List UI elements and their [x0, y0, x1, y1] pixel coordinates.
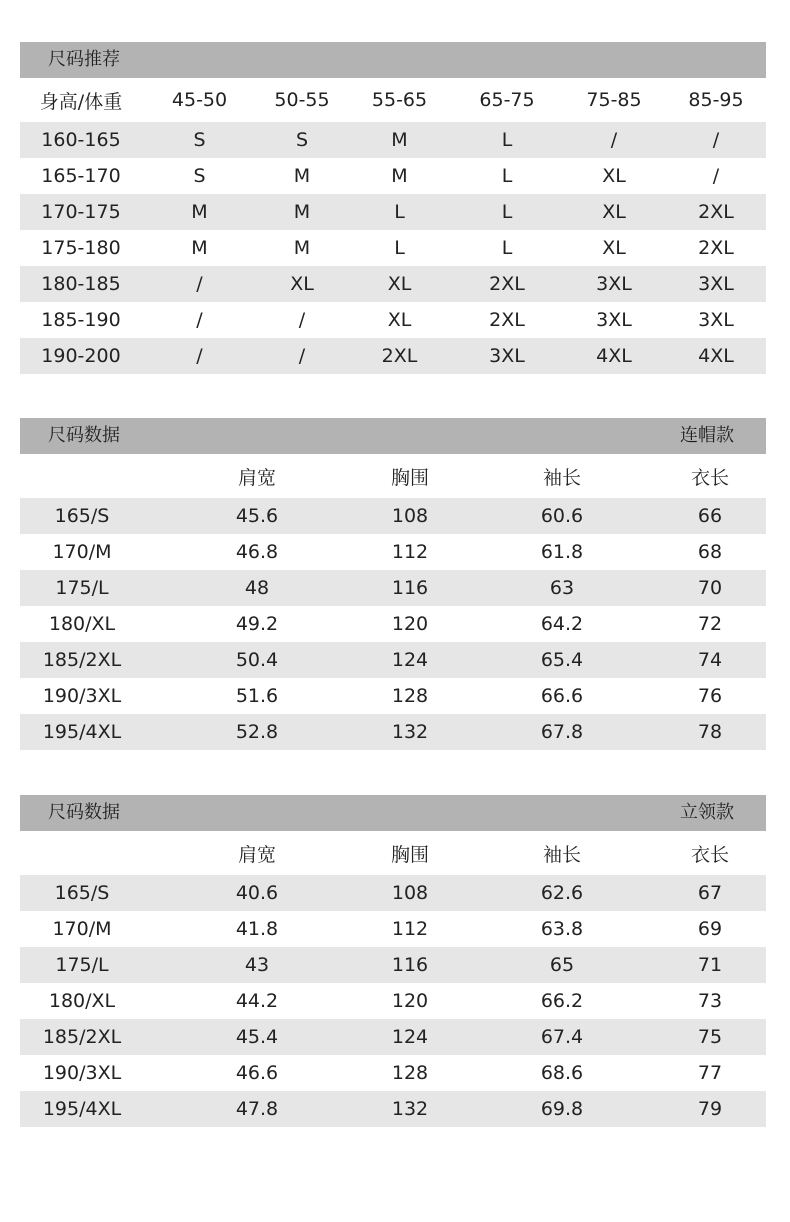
table-cell: 67 — [697, 882, 723, 904]
table-cell: 116 — [391, 577, 429, 599]
stand-collar-title: 尺码数据 — [48, 802, 120, 823]
table-cell: 73 — [697, 990, 723, 1012]
table-cell: 108 — [391, 505, 429, 527]
table-cell: 170/M — [52, 541, 112, 563]
header-cell: 75-85 — [586, 89, 642, 111]
stand-collar-title-bar — [20, 795, 766, 831]
size-recommendation-title: 尺码推荐 — [48, 49, 120, 70]
table-cell: 170/M — [52, 918, 112, 940]
hooded-size-data-table — [20, 418, 766, 750]
table-cell: 3XL — [596, 309, 632, 331]
header-cell: 85-95 — [688, 89, 744, 111]
table-cell: 120 — [391, 613, 429, 635]
table-row — [20, 911, 766, 947]
table-cell: 165-170 — [41, 165, 121, 187]
header-cell: 胸围 — [390, 466, 429, 489]
table-cell: 65 — [549, 954, 575, 976]
table-row — [20, 122, 766, 158]
table-cell: 175/L — [55, 577, 109, 599]
table-cell: 180/XL — [48, 990, 116, 1012]
table-cell: L — [501, 201, 513, 223]
table-cell: 124 — [391, 1026, 429, 1048]
table-cell: / — [196, 345, 203, 367]
table-cell: 2XL — [698, 237, 734, 259]
table-cell: L — [394, 201, 405, 223]
table-cell: M — [391, 165, 408, 187]
table-row — [20, 1055, 766, 1091]
table-cell: 74 — [697, 649, 723, 671]
table-cell: 40.6 — [235, 882, 279, 904]
table-cell: 2XL — [489, 309, 525, 331]
table-cell: 49.2 — [235, 613, 279, 635]
table-cell: XL — [602, 165, 626, 187]
table-row — [20, 266, 766, 302]
table-cell: 190/3XL — [42, 1062, 122, 1084]
table-cell: 116 — [391, 954, 429, 976]
table-row — [20, 230, 766, 266]
table-cell: 78 — [697, 721, 723, 743]
hooded-title-bar — [20, 418, 766, 454]
table-cell: XL — [602, 201, 626, 223]
table-cell: 170-175 — [41, 201, 121, 223]
table-cell: 3XL — [489, 345, 525, 367]
stand-collar-size-data-table — [20, 795, 766, 1127]
table-cell: 60.6 — [540, 505, 584, 527]
table-cell: S — [295, 129, 309, 151]
table-cell: 65.4 — [540, 649, 584, 671]
table-cell: 72 — [697, 613, 723, 635]
table-cell: 180-185 — [41, 273, 121, 295]
table-cell: L — [501, 129, 513, 151]
header-cell: 胸围 — [390, 843, 429, 866]
table-cell: 128 — [391, 1062, 429, 1084]
table-cell: 51.6 — [235, 685, 279, 707]
table-cell: 112 — [391, 541, 429, 563]
table-cell: 180/XL — [48, 613, 116, 635]
table-row — [20, 1091, 766, 1127]
table-cell: 185/2XL — [42, 1026, 122, 1048]
table-cell: L — [394, 237, 405, 259]
table-cell: 185/2XL — [42, 649, 122, 671]
hooded-style-label: 连帽款 — [680, 425, 734, 446]
header-cell: 肩宽 — [237, 466, 276, 489]
table-cell: 48 — [244, 577, 270, 599]
table-cell: M — [293, 201, 311, 223]
table-cell: 46.8 — [235, 541, 279, 563]
table-cell: 4XL — [596, 345, 632, 367]
table-cell: 68.6 — [540, 1062, 584, 1084]
table-row — [20, 534, 766, 570]
table-row — [20, 194, 766, 230]
table-row — [20, 338, 766, 374]
table-cell: 63.8 — [540, 918, 584, 940]
table-cell: 62.6 — [540, 882, 584, 904]
table-cell: 46.6 — [235, 1062, 279, 1084]
table-row — [20, 983, 766, 1019]
table-cell: 4XL — [698, 345, 734, 367]
table-cell: XL — [387, 273, 412, 295]
stand-collar-style-label: 立领款 — [680, 802, 734, 823]
header-cell: 身高/体重 — [39, 90, 123, 113]
header-cell: 袖长 — [542, 466, 581, 489]
table-cell: 2XL — [381, 345, 418, 367]
table-cell: M — [293, 165, 311, 187]
table-cell: XL — [387, 309, 412, 331]
table-cell: 77 — [697, 1062, 723, 1084]
header-cell: 55-65 — [371, 89, 428, 111]
table-cell: 69.8 — [540, 1098, 584, 1120]
table-cell: 41.8 — [235, 918, 279, 940]
table-cell: 165/S — [54, 882, 110, 904]
table-cell: 67.4 — [540, 1026, 584, 1048]
table-cell: M — [191, 237, 208, 259]
table-cell: 175-180 — [41, 237, 121, 259]
table-cell: XL — [290, 273, 314, 295]
table-cell: 66.6 — [540, 685, 584, 707]
table-cell: 112 — [391, 918, 429, 940]
table-cell: 185-190 — [41, 309, 121, 331]
table-header-row — [20, 454, 766, 498]
table-cell: 44.2 — [235, 990, 279, 1012]
table-cell: 124 — [391, 649, 429, 671]
hooded-title: 尺码数据 — [48, 425, 120, 446]
table-cell: 63 — [549, 577, 575, 599]
table-cell: 50.4 — [235, 649, 279, 671]
table-cell: 132 — [391, 721, 429, 743]
table-cell: / — [298, 309, 306, 331]
table-cell: 52.8 — [235, 721, 279, 743]
table-cell: L — [501, 165, 513, 187]
table-cell: / — [712, 129, 720, 151]
table-cell: 175/L — [55, 954, 109, 976]
table-row — [20, 1019, 766, 1055]
table-cell: / — [196, 309, 203, 331]
table-cell: 43 — [244, 954, 270, 976]
table-cell: 66.2 — [540, 990, 584, 1012]
table-row — [20, 875, 766, 911]
table-row — [20, 714, 766, 750]
size-recommendation-table — [20, 42, 766, 374]
table-header-row — [20, 78, 766, 122]
table-cell: 69 — [697, 918, 723, 940]
table-cell: 70 — [697, 577, 723, 599]
table-cell: 2XL — [698, 201, 734, 223]
table-cell: XL — [602, 237, 626, 259]
table-cell: 66 — [697, 505, 723, 527]
table-header-row — [20, 831, 766, 875]
header-cell: 肩宽 — [237, 843, 276, 866]
table-cell: M — [391, 129, 408, 151]
table-cell: 67.8 — [540, 721, 584, 743]
table-cell: 3XL — [698, 273, 734, 295]
table-cell: 3XL — [596, 273, 632, 295]
table-cell: / — [610, 129, 618, 151]
table-cell: 2XL — [489, 273, 525, 295]
table-cell: 61.8 — [540, 541, 584, 563]
table-cell: 132 — [391, 1098, 429, 1120]
table-cell: 76 — [697, 685, 723, 707]
header-cell: 45-50 — [171, 89, 228, 111]
table-row — [20, 158, 766, 194]
header-cell: 袖长 — [542, 843, 581, 866]
table-cell: 75 — [697, 1026, 723, 1048]
header-cell: 衣长 — [690, 843, 729, 866]
table-cell: 190/3XL — [42, 685, 122, 707]
table-row — [20, 498, 766, 534]
table-cell: 128 — [391, 685, 429, 707]
table-cell: 108 — [391, 882, 429, 904]
table-row — [20, 570, 766, 606]
table-cell: 47.8 — [235, 1098, 279, 1120]
table-cell: / — [196, 273, 203, 295]
table-cell: 165/S — [54, 505, 110, 527]
header-cell: 50-55 — [274, 89, 330, 111]
table-cell: 79 — [697, 1098, 723, 1120]
table-cell: 71 — [697, 954, 723, 976]
table-cell: 195/4XL — [42, 1098, 122, 1120]
size-recommendation-title-bar — [20, 42, 766, 78]
table-cell: 195/4XL — [42, 721, 122, 743]
table-row — [20, 642, 766, 678]
table-cell: 68 — [697, 541, 723, 563]
header-cell: 65-75 — [479, 89, 535, 111]
table-cell: 45.4 — [235, 1026, 279, 1048]
table-cell: S — [193, 129, 206, 151]
table-row — [20, 606, 766, 642]
table-cell: M — [191, 201, 208, 223]
table-cell: M — [293, 237, 311, 259]
table-row — [20, 947, 766, 983]
header-cell: 衣长 — [690, 466, 729, 489]
table-row — [20, 302, 766, 338]
table-cell: 190-200 — [41, 345, 121, 367]
table-cell: 3XL — [698, 309, 734, 331]
table-cell: 64.2 — [540, 613, 584, 635]
table-cell: L — [501, 237, 513, 259]
table-cell: / — [712, 165, 720, 187]
table-cell: S — [193, 165, 206, 187]
table-cell: 45.6 — [235, 505, 279, 527]
table-cell: 120 — [391, 990, 429, 1012]
table-cell: / — [298, 345, 306, 367]
table-row — [20, 678, 766, 714]
table-cell: 160-165 — [41, 129, 121, 151]
